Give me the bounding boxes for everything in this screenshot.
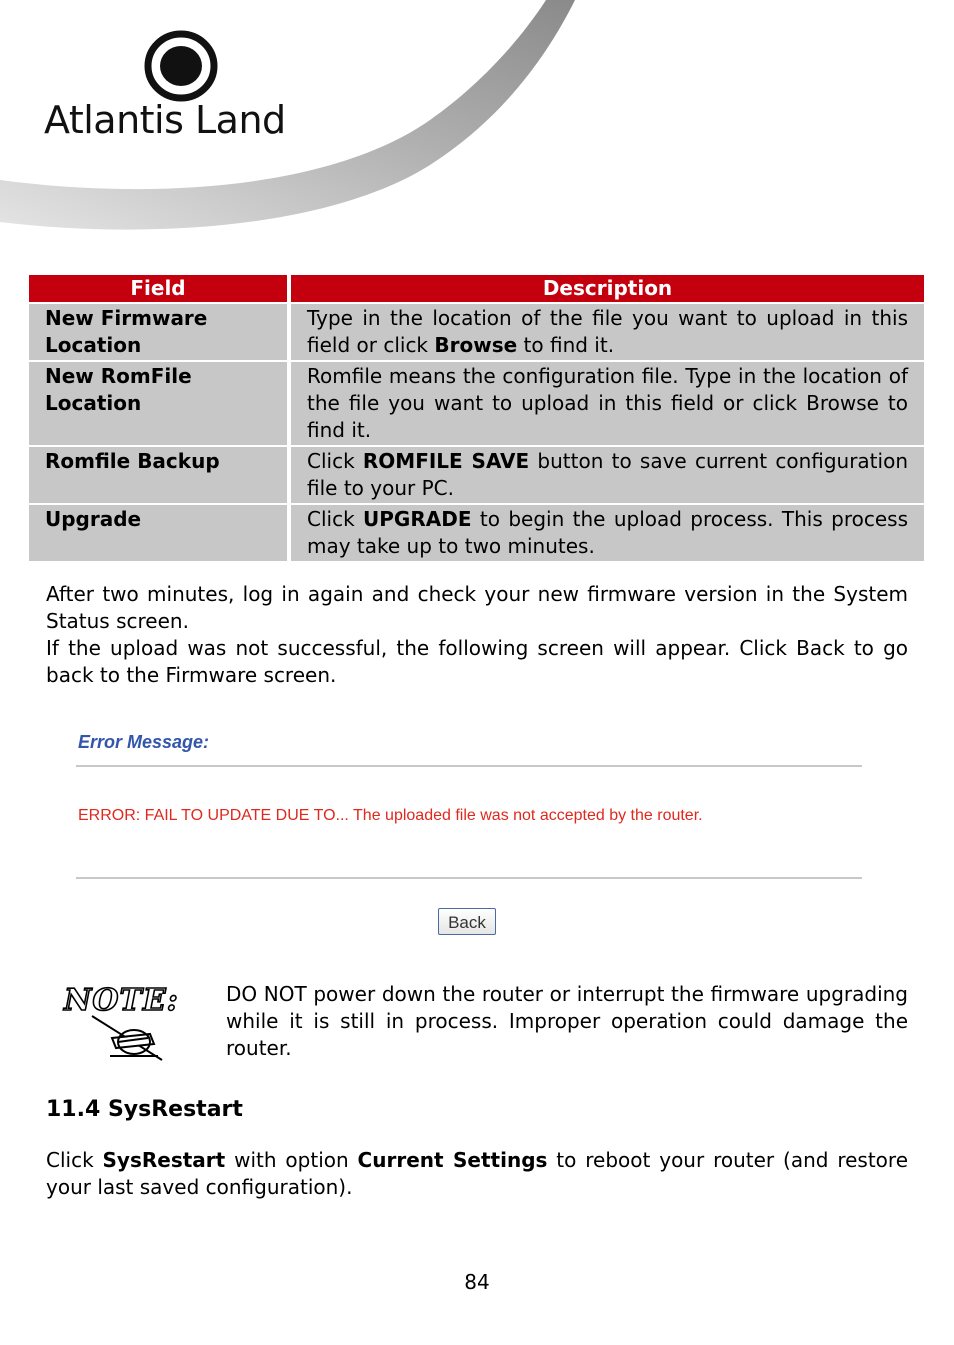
description-cell: Click ROMFILE SAVE button to save current configuration file to your PC. [289,446,924,504]
field-description-table [29,275,924,561]
page-number: 84 [464,1270,490,1294]
error-message-text: ERROR: FAIL TO UPDATE DUE TO... The uploaded file was not accepted by the router. [78,807,703,824]
note-pencil-icon [62,980,182,1062]
divider [76,877,862,879]
table-row [29,446,924,504]
logo-text: Atlantis Land [44,98,286,142]
note-icon-label: NOTE: [64,983,179,1018]
back-button[interactable]: Back [438,908,496,935]
field-cell: Romfile Backup [29,446,289,504]
table-row [29,361,924,446]
description-cell: Romfile means the configuration file. Type in the location of the file you want to upload in this field or click Browse to find it. [289,361,924,446]
error-message-title: Error Message: [78,732,210,752]
description-cell: Type in the location of the file you want to upload in this field or click Browse to find it. [289,303,924,361]
description-cell: Click UPGRADE to begin the upload process. This process may take up to two minutes. [289,504,924,561]
header-field: Field [29,275,289,303]
after-upgrade-paragraph: After two minutes, log in again and check your new firmware version in the System Status screen. [46,582,908,633]
header-description: Description [289,275,924,303]
field-cell: New Firmware Location [29,303,289,361]
divider [76,765,862,767]
section-heading: 11.4 SysRestart [46,1097,243,1122]
field-cell: New RomFile Location [29,361,289,446]
table-row [29,504,924,561]
field-cell: Upgrade [29,504,289,561]
upload-failed-paragraph: If the upload was not successful, the following screen will appear. Click Back to go back to the Firmware screen. [46,636,908,687]
sysrestart-paragraph: Click SysRestart with option Current Settings to reboot your router (and restore your last saved configuration). [46,1148,908,1199]
note-text: DO NOT power down the router or interrupt the firmware upgrading while it is still in process. Improper operation could damage the router. [226,982,908,1060]
table-row [29,303,924,361]
